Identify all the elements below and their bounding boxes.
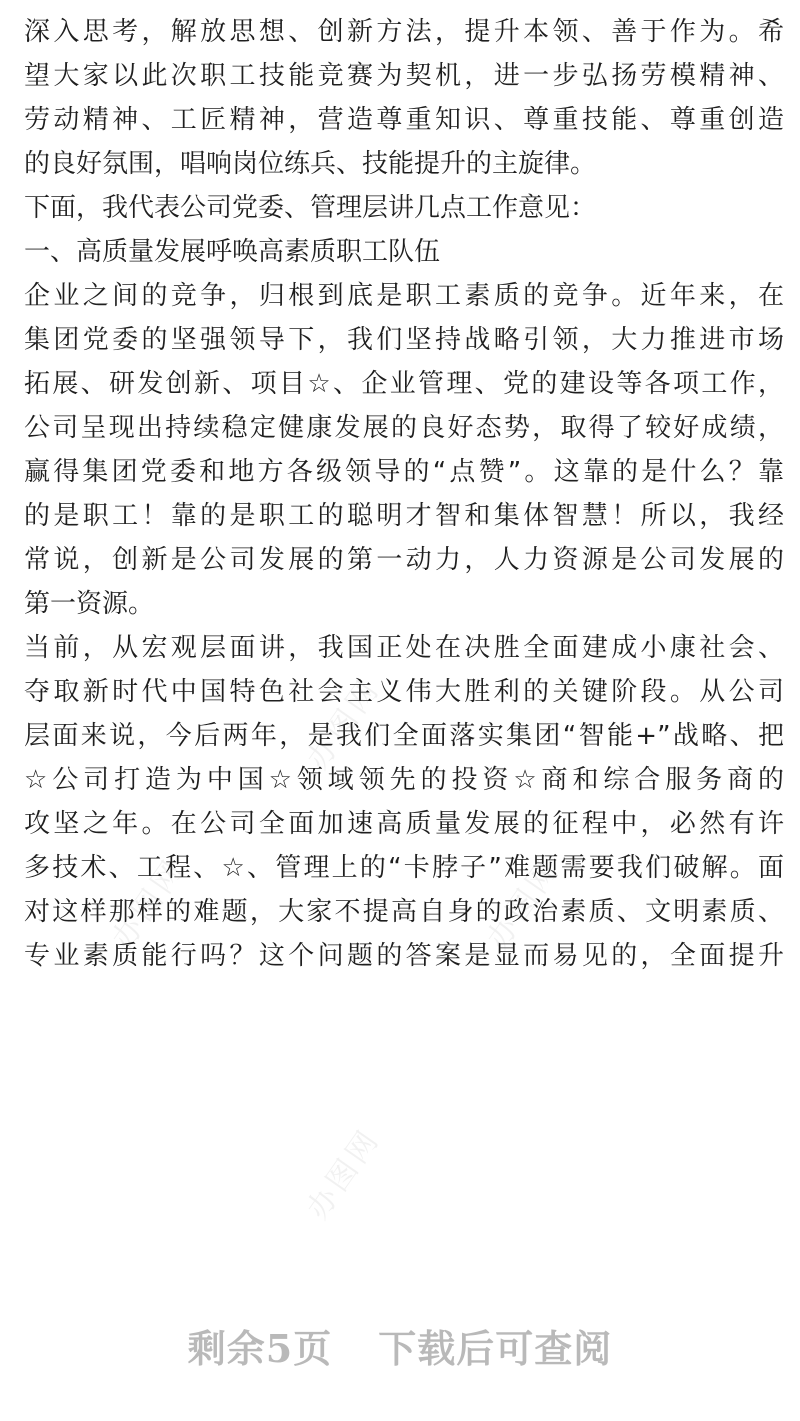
text-line: ☆公司打造为中国☆领域领先的投资☆商和综合服务商的	[24, 765, 784, 795]
text-line: 下面，我代表公司党委、管理层讲几点工作意见：	[24, 193, 597, 223]
text-line: 攻坚之年。在公司全面加速高质量发展的征程中，必然有许	[24, 809, 784, 839]
watermark: 办图网	[105, 852, 193, 956]
watermark: 办图网	[300, 1122, 388, 1226]
section-heading: 一、高质量发展呼唤高素质职工队伍	[24, 237, 441, 267]
text-line: 集团党委的坚强领导下，我们坚持战略引领，大力推进市场	[24, 325, 784, 355]
text-line: 拓展、研发创新、项目☆、企业管理、党的建设等各项工作，	[24, 369, 784, 399]
text-line: 多技术、工程、☆、管理上的“卡脖子”难题需要我们破解。面	[24, 853, 784, 883]
text-line: 劳动精神、工匠精神，营造尊重知识、尊重技能、尊重创造	[24, 105, 784, 135]
text-line: 的良好氛围，唱响岗位练兵、技能提升的主旋律。	[24, 149, 597, 179]
text-line: 的是职工！靠的是职工的聪明才智和集体智慧！所以，我经	[24, 501, 784, 531]
watermark: 办图网	[300, 672, 388, 776]
watermark: 办图网	[480, 852, 568, 956]
text-line: 常说，创新是公司发展的第一动力，人力资源是公司发展的	[24, 545, 784, 575]
text-line: 公司呈现出持续稳定健康发展的良好态势，取得了较好成绩，	[24, 413, 784, 443]
text-line: 夺取新时代中国特色社会主义伟大胜利的关键阶段。从公司	[24, 677, 784, 707]
text-line: 深入思考，解放思想、创新方法，提升本领、善于作为。希	[24, 17, 784, 47]
download-to-view-text: 下载后可查阅	[378, 1326, 613, 1371]
text-line: 赢得集团党委和地方各级领导的“点赞”。这靠的是什么？靠	[24, 457, 784, 487]
text-line: 望大家以此次职工技能竞赛为契机，进一步弘扬劳模精神、	[24, 61, 784, 91]
text-line: 层面来说，今后两年，是我们全面落实集团“智能+”战略、把	[24, 721, 784, 751]
text-line: 当前，从宏观层面讲，我国正处在决胜全面建成小康社会、	[24, 633, 784, 663]
document-body	[24, 10, 784, 978]
download-prompt[interactable]	[0, 1318, 800, 1373]
text-line: 专业素质能行吗？这个问题的答案是显而易见的，全面提升	[24, 941, 784, 971]
text-line: 对这样那样的难题，大家不提高自身的政治素质、文明素质、	[24, 897, 784, 927]
text-line: 第一资源。	[24, 589, 155, 619]
text-line: 企业之间的竞争，归根到底是职工素质的竞争。近年来，在	[24, 281, 784, 311]
remaining-pages-text: 剩余5页	[187, 1326, 333, 1371]
